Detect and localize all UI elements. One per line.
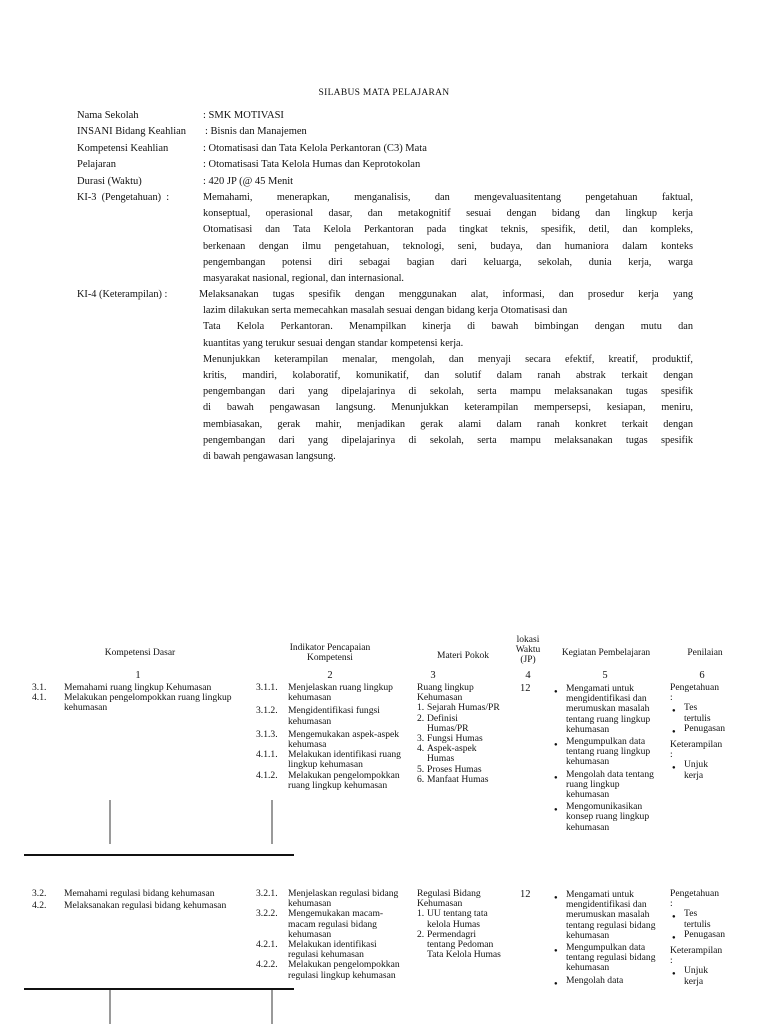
item-number: 3.	[417, 733, 425, 745]
item-number: 4.2.	[32, 900, 47, 912]
list-item	[552, 943, 664, 974]
item-number: 4.2.2.	[256, 959, 278, 971]
list-item	[256, 706, 408, 726]
item-text: Mengolah data tentang ruang lingkup kehumasan	[566, 768, 654, 801]
ki4-line: pengembangan dari yang dipelajarinya di sekolah, serta mampu melaksanakan tugas spesifik	[203, 386, 693, 398]
column-divider	[109, 990, 111, 1024]
row2-kegiatan	[552, 890, 664, 986]
col-number: 5	[602, 670, 608, 681]
list-item	[670, 760, 750, 780]
bullet-icon: ●	[554, 980, 558, 987]
item-text: Tes tertulis	[684, 702, 711, 724]
list-item	[417, 775, 501, 785]
list-item	[256, 960, 408, 980]
row2-ipk	[256, 889, 408, 981]
col-header-alokasi-line1: lokasi	[516, 635, 540, 645]
col-number: 3	[430, 670, 436, 681]
item-text: Proses Humas	[427, 763, 482, 775]
col-header-alokasi-line3: (JP)	[520, 655, 536, 665]
list-item	[256, 909, 408, 940]
bullet-icon: ●	[672, 914, 676, 921]
item-text: Melakukan pengelompokkan ruang lingkup kehumasan	[64, 692, 232, 714]
ki4-line: pengembangan dari yang dipelajarinya di sekolah, serta mampu melaksanakan tugas spesifik	[203, 434, 693, 446]
list-item	[32, 901, 232, 911]
bullet-icon: ●	[554, 742, 558, 749]
penilaian-colon: :	[670, 955, 673, 967]
col-header-penilaian: Penilaian	[687, 648, 723, 658]
item-number: 4.	[417, 743, 425, 755]
ki4-line: Tata Kelola Perkantoran. Menampilkan kinerja di bawah bimbingan dengan mutu dan	[203, 321, 693, 333]
list-item	[417, 930, 503, 961]
header-row	[77, 157, 116, 172]
list-item	[670, 930, 750, 940]
column-divider	[109, 800, 111, 844]
ki4-line: kritis, mandiri, kolaboratif, komunikatif, dan solutif dalam ranah abstrak terkait dengan	[203, 370, 693, 382]
row1-ipk	[256, 683, 408, 791]
col-number: 4	[525, 670, 531, 681]
item-number: 1.	[417, 908, 425, 920]
col-header-kegiatan: Kegiatan Pembelajaran	[561, 648, 651, 658]
ki4-line: di bawah pengawasan langsung. Menunjukkan keterampilan mempersepsi, kesiapan, meniru,	[203, 402, 693, 414]
header-value: : 420 JP (@ 45 Menit	[203, 176, 294, 187]
header-label: Nama Sekolah	[77, 110, 139, 121]
header-value: : SMK MOTIVASI	[203, 110, 284, 121]
bullet-icon: ●	[554, 774, 558, 781]
row-divider	[24, 988, 294, 990]
document-title: SILABUS MATA PELAJARAN	[318, 88, 450, 98]
list-item	[417, 714, 501, 734]
list-item	[256, 889, 408, 909]
item-text: Mengamati untuk mengidentifikasi dan merumuskan masalah tentang regulasi bidang kehumasan	[566, 889, 656, 941]
col-number: 2	[327, 670, 333, 681]
ki4-line: membiasakan, gerak mahir, menjadikan gerak alami dalam ranah konkret terkait dengan	[203, 418, 693, 430]
item-text: Penugasan	[684, 928, 726, 940]
bullet-icon: ●	[672, 971, 676, 978]
row1-materi	[417, 683, 501, 785]
item-text: Mengumpulkan data tentang regulasi bidang kehumasan	[566, 942, 656, 974]
penilaian-colon: :	[670, 898, 673, 910]
header-row	[77, 108, 139, 123]
column-divider	[271, 990, 273, 1024]
list-item	[256, 771, 408, 791]
item-text: Sejarah Humas/PR	[427, 702, 500, 714]
item-text: Aspek-aspek Humas	[427, 743, 477, 765]
item-number: 3.1.	[32, 682, 47, 693]
item-text: Mengemukakan aspek-aspek kehumasa	[288, 728, 400, 751]
item-text: Unjuk kerja	[684, 965, 708, 987]
list-item	[256, 940, 408, 960]
item-text: Mengamati untuk mengidentifikasi dan merumuskan masalah tentang ruang lingkup kehumasan	[566, 683, 651, 735]
row1-kegiatan	[552, 684, 664, 833]
bullet-icon: ●	[554, 807, 558, 814]
list-item	[670, 966, 750, 986]
bullet-icon: ●	[554, 895, 558, 901]
row2-materi	[417, 889, 503, 960]
item-number: 2.	[417, 712, 425, 724]
item-text: Menjelaskan ruang lingkup kehumasan	[288, 682, 393, 704]
col-number: 6	[699, 670, 705, 681]
item-text: Mengolah data	[566, 974, 624, 986]
materi-title: Ruang lingkup Kehumasan	[417, 682, 474, 704]
ki4-line: lazim dilakukan serta memecahkan masalah sesuai dengan bidang kerja Otomatisasi dan	[203, 305, 568, 317]
materi-title: Regulasi Bidang Kehumasan	[417, 888, 481, 910]
list-item	[670, 909, 750, 929]
item-text: Melakukan pengelompokkan ruang lingkup kehumasan	[288, 769, 400, 791]
item-text: Mengidentifikasi fungsi kehumasan	[288, 705, 380, 727]
ki4-section	[77, 287, 693, 465]
ki3-first-line: Memahami, menerapkan, menganalisis, dan mengevaluasitentang pengetahuan faktual,	[203, 192, 693, 203]
item-number: 3.1.3.	[256, 728, 278, 740]
item-text: Melakukan pengelompokkan regulasi lingkup kehumasan	[288, 959, 400, 981]
item-number: 2.	[417, 928, 425, 940]
item-text: Melakukan identifikasi regulasi kehumasan	[288, 939, 377, 961]
header-row	[77, 141, 168, 156]
item-number: 3.2.2.	[256, 908, 278, 920]
col-header-kd: Kompetensi Dasar	[104, 648, 176, 658]
col-header-ipk-line1: Indikator Pencapaian	[289, 643, 371, 653]
item-number: 3.2.1.	[256, 888, 278, 899]
list-item	[256, 750, 408, 770]
penilaian-keterampilan-label: Keterampilan	[670, 739, 723, 751]
bullet-icon: ●	[672, 934, 676, 941]
header-label: Durasi (Waktu)	[77, 176, 142, 187]
item-text: Mengumpulkan data tentang ruang lingkup kehumasan	[566, 736, 651, 768]
item-number: 3.1.1.	[256, 682, 278, 693]
ki3-line: pengembangan potensi diri sebagai bagian dari keluarga, sekolah, dunia kerja, warga	[203, 256, 693, 268]
item-number: 5.	[417, 763, 425, 775]
row1-penilaian	[670, 683, 750, 781]
header-label: Kompetensi Keahlian	[77, 143, 169, 154]
header-label: INSANI Bidang Keahlian	[77, 126, 187, 137]
penilaian-pengetahuan-label: Pengetahuan	[670, 682, 720, 693]
col-header-alokasi-line2: Waktu	[515, 645, 541, 655]
list-item	[417, 909, 503, 929]
item-number: 1.	[417, 702, 425, 714]
col-header-ipk-line2: Kompetensi	[307, 653, 353, 663]
ki4-label: KI-4 (Keterampilan) :	[77, 289, 168, 300]
ki4-line: di bawah pengawasan langsung.	[203, 451, 336, 463]
item-text: Permendagri tentang Pedoman Tata Kelola Humas	[427, 928, 501, 961]
ki3-section	[77, 190, 693, 287]
item-text: Unjuk kerja	[684, 759, 708, 781]
header-row	[77, 124, 186, 139]
item-text: Penugasan	[684, 722, 726, 734]
row1-kd	[32, 683, 232, 714]
header-value: : Otomatisasi dan Tata Kelola Perkantoran (C3) Mata	[203, 143, 427, 154]
ki4-line: kuantitas yang terukur sesuai dengan standar kompetensi kerja.	[203, 337, 464, 349]
list-item	[670, 724, 750, 734]
col-number: 1	[135, 670, 141, 681]
row2-jp: 12	[520, 889, 531, 900]
item-text: Memahami ruang lingkup Kehumasan	[64, 682, 212, 693]
bullet-icon: ●	[672, 708, 676, 715]
list-item	[552, 802, 664, 833]
row2-penilaian	[670, 889, 750, 987]
ki4-first-line: Melaksanakan tugas spesifik dengan menggunakan alat, informasi, dan prosedur kerja yang	[199, 289, 693, 300]
item-text: Melaksanakan regulasi bidang kehumasan	[64, 900, 227, 912]
header-value: : Otomatisasi Tata Kelola Humas dan Keprotokolan	[203, 159, 421, 170]
item-text: Mengomunikasikan konsep ruang lingkup kehumasan	[566, 801, 650, 833]
list-item	[552, 737, 664, 768]
penilaian-keterampilan-label: Keterampilan	[670, 945, 723, 957]
ki3-label: KI-3 (Pengetahuan) :	[77, 192, 170, 203]
ki3-line: berkenaan dengan ilmu pengetahuan, teknologi, seni, budaya, dan humaniora dalam konteks	[203, 240, 693, 252]
col-header-ipk	[260, 643, 400, 663]
item-number: 4.2.1.	[256, 939, 278, 951]
penilaian-pengetahuan-label: Pengetahuan	[670, 888, 720, 899]
row1-jp: 12	[520, 683, 531, 694]
column-divider	[271, 800, 273, 844]
item-text: Definisi Humas/PR	[427, 712, 469, 734]
item-text: Fungsi Humas	[427, 733, 483, 745]
list-item	[552, 770, 664, 801]
item-number: 4.1.2.	[256, 769, 278, 781]
row-divider	[24, 854, 294, 856]
item-number: 4.1.1.	[256, 749, 278, 761]
col-header-alokasi	[506, 635, 550, 665]
list-item	[552, 890, 664, 941]
ki3-line: konseptual, operasional dasar, dan metakognitif sesuai dengan bidang dan lingkup kerja	[203, 208, 693, 220]
item-text: UU tentang tata kelola Humas	[427, 908, 488, 930]
item-number: 3.1.2.	[256, 705, 278, 717]
list-item	[256, 683, 408, 703]
ki4-line: Menunjukkan keterampilan menalar, mengolah, dan menyaji secara efektif, kreatif, produktif,	[203, 353, 693, 365]
list-item	[256, 730, 408, 750]
ki3-line: masyarakat nasional, regional, dan internasional.	[203, 273, 405, 285]
list-item	[32, 693, 232, 713]
item-text: Tes tertulis	[684, 908, 711, 930]
penilaian-colon: :	[670, 692, 673, 704]
item-number: 4.1.	[32, 692, 47, 704]
item-text: Manfaat Humas	[427, 773, 489, 785]
item-text: Memahami regulasi bidang kehumasan	[64, 888, 215, 899]
item-number: 6.	[417, 773, 425, 785]
item-text: Menjelaskan regulasi bidang kehumasan	[288, 888, 399, 910]
header-row	[77, 174, 142, 189]
list-item	[670, 703, 750, 723]
list-item	[552, 976, 664, 986]
item-text: Melakukan identifikasi ruang lingkup kehumasan	[288, 749, 401, 771]
bullet-icon: ●	[554, 948, 558, 955]
row2-kd	[32, 889, 232, 911]
penilaian-colon: :	[670, 749, 673, 761]
col-header-materi: Materi Pokok	[437, 651, 489, 661]
header-label: Pelajaran	[77, 159, 117, 170]
list-item	[552, 684, 664, 735]
item-text: Mengemukakan macam-macam regulasi bidang kehumasan	[288, 908, 384, 940]
bullet-icon: ●	[672, 728, 676, 735]
list-item	[417, 744, 501, 764]
bullet-icon: ●	[554, 689, 558, 695]
item-number: 3.2.	[32, 888, 47, 899]
list-item	[32, 889, 232, 899]
header-value: : Bisnis dan Manajemen	[205, 126, 307, 137]
bullet-icon: ●	[672, 765, 676, 772]
ki3-line: Otomatisasi dan Tata Kelola Perkantoran pada tingkat teknis, spesifik, detil, dan kompleks,	[203, 224, 693, 236]
